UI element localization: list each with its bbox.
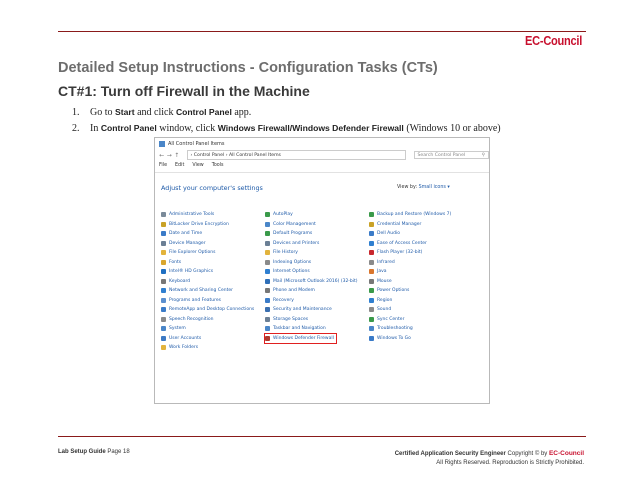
control-panel-item-icon bbox=[161, 260, 166, 265]
control-panel-item[interactable] bbox=[265, 334, 336, 344]
control-panel-item-icon bbox=[161, 269, 166, 274]
window-title: All Control Panel Items bbox=[168, 140, 225, 147]
control-panel-item[interactable] bbox=[265, 258, 367, 268]
control-panel-item-label: Mouse bbox=[377, 278, 392, 284]
control-panel-item[interactable] bbox=[369, 296, 471, 306]
control-panel-column bbox=[161, 210, 263, 353]
control-panel-item-label: Credential Manager bbox=[377, 221, 422, 227]
control-panel-item[interactable] bbox=[265, 315, 367, 325]
control-panel-item-label: Network and Sharing Center bbox=[169, 288, 233, 294]
control-panel-item-label: BitLocker Drive Encryption bbox=[169, 221, 229, 227]
control-panel-item-icon bbox=[161, 288, 166, 293]
control-panel-item[interactable] bbox=[369, 315, 471, 325]
page-title: Detailed Setup Instructions - Configuration Tasks (CTs) bbox=[58, 60, 438, 76]
footer-guide-name: Lab Setup Guide bbox=[58, 449, 106, 455]
control-panel-item-icon bbox=[161, 250, 166, 255]
control-panel-item-icon bbox=[161, 241, 166, 246]
step-number: 1. bbox=[72, 107, 80, 118]
control-panel-item[interactable] bbox=[161, 305, 263, 315]
step-text: and click bbox=[134, 107, 176, 118]
menu-item-file[interactable]: File bbox=[159, 163, 168, 168]
search-input[interactable] bbox=[414, 151, 490, 159]
step-text: (Windows 10 or above) bbox=[403, 123, 501, 134]
address-bar[interactable]: › Control Panel › All Control Panel Items bbox=[187, 150, 406, 160]
control-panel-item[interactable] bbox=[161, 277, 263, 287]
control-panel-item-icon bbox=[265, 231, 270, 236]
control-panel-item-label: Devices and Printers bbox=[273, 240, 320, 246]
control-panel-item-label: Java bbox=[377, 269, 387, 275]
step-keyword: Start bbox=[115, 107, 135, 117]
control-panel-item[interactable] bbox=[161, 286, 263, 296]
control-panel-item-icon bbox=[161, 317, 166, 322]
control-panel-item-icon bbox=[265, 288, 270, 293]
control-panel-item-icon bbox=[369, 222, 374, 227]
control-panel-icon bbox=[159, 141, 165, 147]
control-panel-item-label: Internet Options bbox=[273, 269, 310, 275]
control-panel-item[interactable] bbox=[369, 210, 471, 220]
control-panel-item-icon bbox=[369, 326, 374, 331]
control-panel-item-label: Sync Center bbox=[377, 316, 405, 322]
control-panel-item-label: RemoteApp and Desktop Connections bbox=[169, 307, 255, 313]
footer-page-number: Page 18 bbox=[105, 449, 130, 455]
control-panel-item-icon bbox=[369, 279, 374, 284]
header-rule bbox=[58, 31, 586, 32]
footer-cert-name: Certified Application Security Engineer bbox=[394, 451, 506, 457]
control-panel-item-icon bbox=[265, 307, 270, 312]
control-panel-item-label: File History bbox=[273, 250, 298, 256]
control-panel-item-icon bbox=[265, 298, 270, 303]
control-panel-item[interactable] bbox=[161, 267, 263, 277]
control-panel-item-icon bbox=[161, 345, 166, 350]
control-panel-item-label: Storage Spaces bbox=[273, 316, 309, 322]
control-panel-item[interactable] bbox=[369, 220, 471, 230]
control-panel-item-icon bbox=[265, 241, 270, 246]
control-panel-item[interactable] bbox=[161, 296, 263, 306]
control-panel-item-label: Dell Audio bbox=[377, 231, 400, 237]
control-panel-item[interactable] bbox=[265, 277, 367, 287]
control-panel-item-icon bbox=[369, 212, 374, 217]
control-panel-item-label: AutoPlay bbox=[273, 212, 293, 218]
control-panel-item-icon bbox=[369, 298, 374, 303]
control-panel-items-grid bbox=[161, 210, 471, 353]
control-panel-item-icon bbox=[369, 231, 374, 236]
control-panel-item[interactable] bbox=[265, 229, 367, 239]
menu-item-view[interactable]: View bbox=[192, 163, 204, 168]
control-panel-item-label: File Explorer Options bbox=[169, 250, 216, 256]
control-panel-item-label: Fonts bbox=[169, 259, 182, 265]
footer-rights: All Rights Reserved. Reproduction is Strictly Prohibited. bbox=[436, 460, 584, 466]
control-panel-item-icon bbox=[265, 260, 270, 265]
settings-heading: Adjust your computer's settings bbox=[161, 184, 263, 192]
control-panel-item[interactable] bbox=[265, 286, 367, 296]
control-panel-item[interactable] bbox=[369, 324, 471, 334]
control-panel-item-icon bbox=[265, 269, 270, 274]
control-panel-item-label: User Accounts bbox=[169, 335, 202, 341]
step-list bbox=[72, 104, 501, 136]
view-by-label: View by: bbox=[397, 185, 418, 190]
control-panel-item[interactable] bbox=[265, 296, 367, 306]
control-panel-item[interactable] bbox=[369, 305, 471, 315]
control-panel-item-label: Flash Player (32-bit) bbox=[377, 250, 423, 256]
control-panel-item[interactable] bbox=[161, 334, 263, 344]
control-panel-item-icon bbox=[265, 336, 270, 341]
footer-copyright-text: Copyright © by bbox=[505, 451, 549, 457]
step-text: In bbox=[90, 123, 101, 134]
control-panel-item-label: Device Manager bbox=[169, 240, 206, 246]
step-number: 2. bbox=[72, 123, 80, 134]
control-panel-item-icon bbox=[161, 307, 166, 312]
forward-arrow-icon[interactable]: → bbox=[166, 151, 172, 159]
view-by-control[interactable] bbox=[397, 185, 450, 190]
up-arrow-icon[interactable]: ↑ bbox=[174, 151, 180, 159]
step-keyword: Control Panel bbox=[175, 107, 232, 117]
control-panel-item-label: Mail (Microsoft Outlook 2016) (32-bit) bbox=[273, 278, 358, 284]
control-panel-item-icon bbox=[369, 288, 374, 293]
control-panel-item[interactable] bbox=[161, 239, 263, 249]
section-title: CT#1: Turn off Firewall in the Machine bbox=[58, 83, 310, 99]
control-panel-item-label: Windows Defender Firewall bbox=[273, 335, 334, 341]
control-panel-item[interactable] bbox=[161, 315, 263, 325]
control-panel-item-label: Windows To Go bbox=[377, 335, 411, 341]
control-panel-item[interactable] bbox=[369, 334, 471, 344]
control-panel-item[interactable] bbox=[161, 210, 263, 220]
control-panel-item[interactable] bbox=[265, 210, 367, 220]
control-panel-item-icon bbox=[369, 317, 374, 322]
control-panel-item[interactable] bbox=[265, 248, 367, 258]
control-panel-item[interactable] bbox=[265, 305, 367, 315]
control-panel-item-icon bbox=[161, 231, 166, 236]
control-panel-item-icon bbox=[161, 336, 166, 341]
control-panel-item-label: Color Management bbox=[273, 221, 316, 227]
control-panel-item-label: System bbox=[169, 326, 186, 332]
control-panel-item[interactable] bbox=[369, 229, 471, 239]
step-keyword: Control Panel bbox=[100, 123, 157, 133]
control-panel-item[interactable] bbox=[161, 229, 263, 239]
control-panel-item-label: Recovery bbox=[273, 297, 294, 303]
search-icon: ⚲ bbox=[481, 152, 485, 158]
footer-copyright bbox=[395, 449, 584, 468]
brand-logo: EC-Council bbox=[524, 33, 582, 48]
control-panel-item-label: Speech Recognition bbox=[169, 316, 214, 322]
menu-item-edit[interactable]: Edit bbox=[175, 163, 185, 168]
address-row bbox=[155, 149, 489, 161]
menu-item-tools[interactable]: Tools bbox=[211, 163, 224, 168]
control-panel-item-icon bbox=[265, 250, 270, 255]
control-panel-item-icon bbox=[265, 212, 270, 217]
control-panel-column bbox=[265, 210, 367, 353]
control-panel-item[interactable] bbox=[161, 220, 263, 230]
control-panel-item[interactable] bbox=[265, 220, 367, 230]
control-panel-item-label: Power Options bbox=[377, 288, 410, 294]
control-panel-item-label: Ease of Access Center bbox=[377, 240, 427, 246]
control-panel-item[interactable] bbox=[369, 258, 471, 268]
control-panel-item-label: Region bbox=[377, 297, 393, 303]
control-panel-item-icon bbox=[265, 326, 270, 331]
control-panel-item-icon bbox=[369, 336, 374, 341]
step-item bbox=[72, 120, 501, 136]
control-panel-item-label: Intel® HD Graphics bbox=[169, 269, 214, 275]
control-panel-item[interactable] bbox=[161, 343, 263, 353]
step-text: Go to bbox=[90, 107, 115, 118]
control-panel-item[interactable] bbox=[369, 267, 471, 277]
control-panel-column bbox=[369, 210, 471, 353]
control-panel-item-label: Security and Maintenance bbox=[273, 307, 332, 313]
control-panel-item-label: Taskbar and Navigation bbox=[273, 326, 326, 332]
control-panel-item-label: Phone and Modem bbox=[273, 288, 315, 294]
control-panel-item-icon bbox=[265, 317, 270, 322]
control-panel-item[interactable] bbox=[369, 239, 471, 249]
control-panel-item-icon bbox=[161, 279, 166, 284]
control-panel-item-label: Date and Time bbox=[169, 231, 203, 237]
control-panel-screenshot bbox=[154, 137, 490, 404]
window-titlebar bbox=[155, 138, 489, 149]
control-panel-item[interactable] bbox=[265, 324, 367, 334]
control-panel-item-label: Administrative Tools bbox=[169, 212, 215, 218]
step-keyword: Windows Firewall/Windows Defender Firewall bbox=[217, 123, 404, 133]
control-panel-item-icon bbox=[161, 222, 166, 227]
control-panel-item[interactable] bbox=[369, 248, 471, 258]
control-panel-item-label: Programs and Features bbox=[169, 297, 222, 303]
control-panel-item-label: Backup and Restore (Windows 7) bbox=[377, 212, 452, 218]
control-panel-item-label: Work Folders bbox=[169, 345, 199, 351]
control-panel-item-icon bbox=[369, 269, 374, 274]
control-panel-item-label: Troubleshooting bbox=[377, 326, 413, 332]
view-by-dropdown[interactable]: Small icons ▾ bbox=[418, 185, 450, 190]
control-panel-item-icon bbox=[265, 279, 270, 284]
control-panel-item[interactable] bbox=[161, 248, 263, 258]
control-panel-item[interactable] bbox=[265, 267, 367, 277]
back-arrow-icon[interactable]: ← bbox=[159, 151, 165, 159]
footer-rule bbox=[58, 436, 586, 437]
control-panel-item-icon bbox=[161, 298, 166, 303]
menu-divider bbox=[155, 172, 489, 173]
control-panel-item[interactable] bbox=[161, 258, 263, 268]
menu-bar bbox=[155, 161, 489, 170]
control-panel-item-icon bbox=[369, 260, 374, 265]
footer-brand: EC-Council bbox=[548, 450, 584, 457]
control-panel-item-label: Sound bbox=[377, 307, 392, 313]
step-item bbox=[72, 104, 501, 120]
control-panel-item-icon bbox=[369, 241, 374, 246]
control-panel-item-icon bbox=[265, 222, 270, 227]
control-panel-item-icon bbox=[369, 250, 374, 255]
control-panel-item[interactable] bbox=[265, 239, 367, 249]
footer-page-label bbox=[58, 449, 130, 455]
control-panel-item-label: Infrared bbox=[377, 259, 395, 265]
control-panel-item[interactable] bbox=[161, 324, 263, 334]
step-text: app. bbox=[231, 107, 252, 118]
step-text: window, click bbox=[156, 123, 218, 134]
control-panel-item-icon bbox=[369, 307, 374, 312]
control-panel-item-icon bbox=[161, 212, 166, 217]
control-panel-item[interactable] bbox=[369, 286, 471, 296]
control-panel-item-icon bbox=[161, 326, 166, 331]
search-placeholder: Search Control Panel bbox=[417, 152, 466, 158]
control-panel-item[interactable] bbox=[369, 277, 471, 287]
control-panel-item-label: Keyboard bbox=[169, 278, 191, 284]
control-panel-item-label: Indexing Options bbox=[273, 259, 312, 265]
control-panel-item-label: Default Programs bbox=[273, 231, 313, 237]
